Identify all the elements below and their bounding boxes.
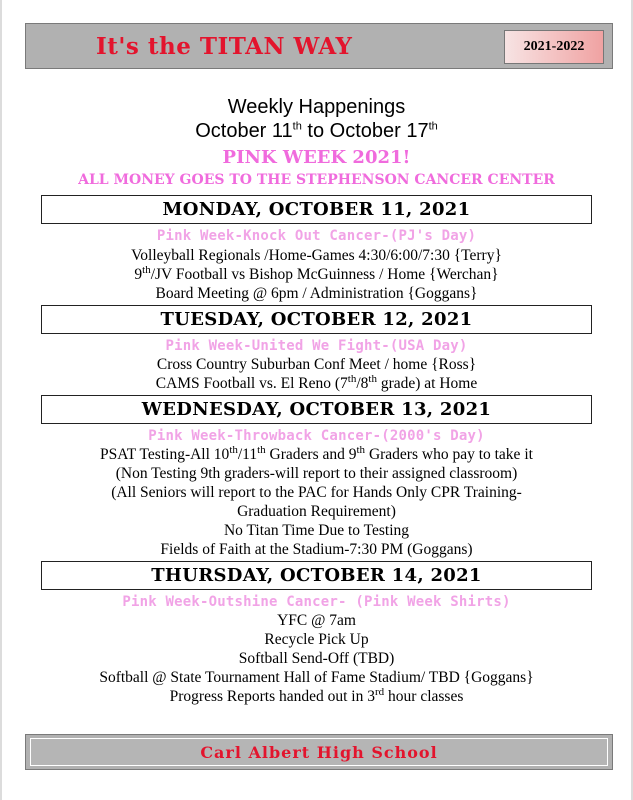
tuesday-heading: TUESDAY, OCTOBER 12, 2021 [41, 305, 592, 334]
wednesday-heading: WEDNESDAY, OCTOBER 13, 2021 [41, 395, 592, 424]
tuesday-theme: Pink Week-United We Fight-(USA Day) [165, 338, 468, 354]
wednesday-theme: Pink Week-Throwback Cancer-(2000's Day) [148, 428, 485, 444]
wednesday-event-no-titan-time: No Titan Time Due to Testing [223, 522, 410, 539]
pink-week-title: PINK WEEK 2021! [222, 147, 411, 168]
wednesday-event-psat: PSAT Testing-All 10th/11th Graders and 9th Graders who pay to take it [100, 443, 533, 463]
tuesday-event-cross-country: Cross Country Suburban Conf Meet / home {Ross} [156, 356, 477, 373]
thursday-event-recycle: Recycle Pick Up [264, 631, 369, 648]
weekly-happenings-title: Weekly Happenings [227, 96, 406, 118]
money-notice: ALL MONEY GOES TO THE STEPHENSON CANCER CENTER [78, 172, 555, 188]
date-range: October 11th to October 17th [195, 120, 438, 142]
thursday-event-progress-reports: Progress Reports handed out in 3rd hour classes [169, 685, 464, 705]
wednesday-event-non-testing: (Non Testing 9th graders-will report to their assigned classroom) [115, 465, 518, 482]
monday-event-board-meeting: Board Meeting @ 6pm / Administration {Goggans} [155, 285, 478, 302]
footer-banner [25, 734, 613, 770]
monday-event-volleyball: Volleyball Regionals /Home-Games 4:30/6:00/7:30 {Terry} [131, 247, 502, 264]
school-name: Carl Albert High School [30, 738, 608, 766]
thursday-event-softball-sendoff: Softball Send-Off (TBD) [238, 650, 395, 667]
tuesday-event-cams-football: CAMS Football vs. El Reno (7th/8th grade) at Home [155, 372, 478, 392]
year-badge: 2021-2022 [504, 30, 604, 64]
wednesday-event-graduation-req: Graduation Requirement) [237, 503, 396, 520]
thursday-event-softball-state: Softball @ State Tournament Hall of Fame Stadium/ TBD {Goggans} [99, 669, 534, 686]
wednesday-event-fields-of-faith: Fields of Faith at the Stadium-7:30 PM (Goggans) [160, 541, 473, 558]
wednesday-event-seniors-cpr: (All Seniors will report to the PAC for Hands Only CPR Training- [111, 484, 522, 501]
monday-theme: Pink Week-Knock Out Cancer-(PJ's Day) [156, 228, 477, 244]
header-title: It's the TITAN WAY [96, 33, 353, 60]
thursday-theme: Pink Week-Outshine Cancer- (Pink Week Shirts) [122, 594, 511, 610]
monday-heading: MONDAY, OCTOBER 11, 2021 [41, 195, 592, 224]
monday-event-football: 9th/JV Football vs Bishop McGuinness / Home {Werchan} [134, 263, 499, 283]
thursday-event-yfc: YFC @ 7am [277, 612, 356, 629]
thursday-heading: THURSDAY, OCTOBER 14, 2021 [41, 561, 592, 590]
header-banner [25, 23, 613, 69]
